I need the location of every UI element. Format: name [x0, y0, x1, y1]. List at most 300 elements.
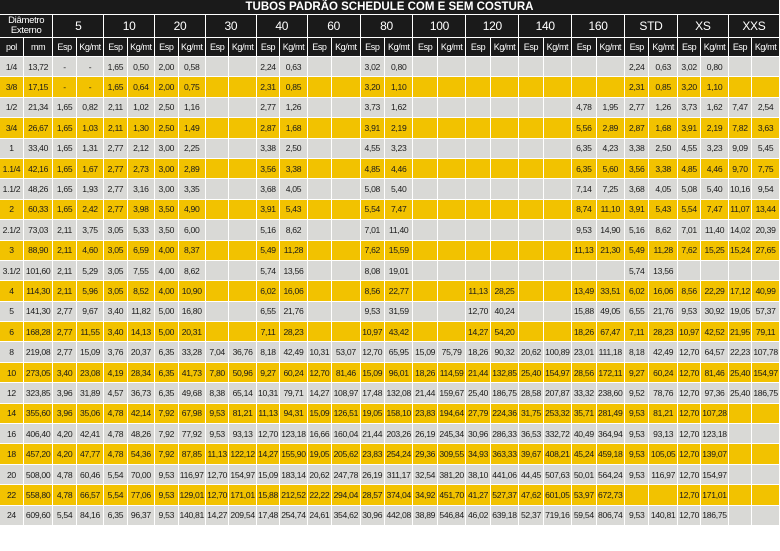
kg-cell: 42,49	[280, 342, 307, 362]
esp-cell: 7,92	[155, 403, 178, 423]
esp-cell: 9,53	[360, 301, 384, 321]
kg-cell: 11,40	[384, 220, 412, 240]
esp-cell: 22,22	[307, 485, 331, 505]
kg-cell: 238,60	[596, 383, 624, 403]
kg-cell: 111,18	[596, 342, 624, 362]
kg-cell: 36,76	[229, 342, 256, 362]
kg-cell: 16,06	[280, 281, 307, 301]
kg-cell	[596, 77, 624, 97]
kg-cell: 21,30	[596, 240, 624, 260]
esp-cell: 4,00	[155, 281, 178, 301]
esp-cell: 8,18	[256, 342, 279, 362]
kg-cell: 81,21	[229, 403, 256, 423]
kg-cell: 28,34	[127, 362, 154, 382]
kg-cell: 806,74	[596, 505, 624, 525]
kg-cell: 194,64	[437, 403, 465, 423]
kg-cell: 70,00	[127, 464, 154, 484]
esp-cell: 45,24	[572, 444, 596, 464]
kg-cell: 311,17	[384, 464, 412, 484]
kg-cell: 2,73	[127, 158, 154, 178]
kg-cell	[490, 240, 518, 260]
esp-cell: 2,77	[53, 322, 76, 342]
kg-cell: 4,46	[701, 158, 728, 178]
kg-cell	[332, 199, 360, 219]
esp-cell: 31,75	[519, 403, 543, 423]
kg-cell: 42,52	[701, 322, 728, 342]
kg-cell: 332,72	[543, 424, 571, 444]
esp-cell	[519, 301, 543, 321]
pol-cell: 1	[0, 138, 23, 158]
esp-cell	[413, 57, 437, 77]
pol-cell: 1/4	[0, 57, 23, 77]
table-row	[0, 362, 780, 382]
kg-cell: 31,89	[76, 383, 103, 403]
mm-cell: 273,05	[23, 362, 53, 382]
esp-cell: 3,96	[53, 403, 76, 423]
kg-cell: 1,95	[596, 97, 624, 117]
kg-cell	[229, 179, 256, 199]
esp-cell: 10,16	[728, 179, 751, 199]
esp-cell: 7,11	[256, 322, 279, 342]
esp-cell: 19,05	[307, 444, 331, 464]
esp-cell: 18,26	[466, 342, 490, 362]
kg-cell: 154,97	[752, 362, 780, 382]
kg-cell: 2,42	[76, 199, 103, 219]
esp-cell: 3,38	[256, 138, 279, 158]
esp-header: Esp	[53, 38, 76, 57]
kg-cell: 160,04	[332, 424, 360, 444]
kg-cell	[752, 403, 780, 423]
esp-cell: 6,35	[155, 383, 178, 403]
kg-cell: 7,25	[596, 179, 624, 199]
esp-cell: 12,70	[677, 444, 700, 464]
kg-cell	[543, 281, 571, 301]
esp-cell: 3,02	[360, 57, 384, 77]
kg-cell: 13,44	[752, 199, 780, 219]
kg-cell	[332, 138, 360, 158]
mm-cell: 323,85	[23, 383, 53, 403]
kg-cell	[229, 260, 256, 280]
kg-header: Kg/mt	[280, 38, 307, 57]
esp-cell: 18,26	[413, 362, 437, 382]
esp-cell: 5,49	[625, 240, 649, 260]
mm-cell: 355,60	[23, 403, 53, 423]
esp-cell: 3,56	[625, 158, 649, 178]
esp-cell: 6,02	[256, 281, 279, 301]
mm-cell: 508,00	[23, 464, 53, 484]
esp-cell: 3,00	[155, 138, 178, 158]
pol-cell: 3	[0, 240, 23, 260]
esp-cell: 2,11	[53, 281, 76, 301]
kg-cell: 171,01	[229, 485, 256, 505]
esp-cell	[519, 240, 543, 260]
esp-cell: 19,05	[728, 301, 751, 321]
kg-cell	[437, 57, 465, 77]
kg-cell: 77,06	[127, 485, 154, 505]
kg-header: Kg/mt	[229, 38, 256, 57]
kg-cell: 8,62	[280, 220, 307, 240]
esp-cell: 25,40	[519, 362, 543, 382]
kg-cell: 2,19	[701, 118, 728, 138]
esp-cell: 17,48	[360, 383, 384, 403]
esp-cell	[466, 240, 490, 260]
esp-cell: 32,54	[413, 464, 437, 484]
kg-cell: 81,21	[649, 403, 677, 423]
kg-cell: 28,23	[649, 322, 677, 342]
esp-cell: 5,49	[256, 240, 279, 260]
kg-cell	[543, 220, 571, 240]
kg-cell: 16,80	[178, 301, 205, 321]
table-row	[0, 485, 780, 505]
esp-cell: 3,96	[53, 383, 76, 403]
esp-cell: 2,31	[256, 77, 279, 97]
esp-cell: 34,93	[466, 444, 490, 464]
kg-cell: 28,25	[490, 281, 518, 301]
kg-cell: 42,41	[76, 424, 103, 444]
esp-cell	[519, 138, 543, 158]
kg-cell: 8,62	[649, 220, 677, 240]
esp-cell	[205, 179, 228, 199]
esp-cell: 22,23	[728, 342, 751, 362]
esp-cell: 3,50	[155, 199, 178, 219]
esp-cell: 10,97	[677, 322, 700, 342]
esp-cell: 30,96	[466, 424, 490, 444]
esp-cell: 20,62	[519, 342, 543, 362]
schedule-header: 160	[572, 15, 625, 38]
schedule-header: 80	[360, 15, 413, 38]
esp-cell: 14,27	[205, 505, 228, 525]
kg-cell: 2,12	[127, 138, 154, 158]
esp-cell: 7,04	[205, 342, 228, 362]
esp-cell: 2,11	[53, 220, 76, 240]
pol-cell: 22	[0, 485, 23, 505]
kg-cell: 1,49	[178, 118, 205, 138]
pol-cell: 16	[0, 424, 23, 444]
kg-cell	[543, 118, 571, 138]
kg-cell	[752, 260, 780, 280]
kg-cell: 719,16	[543, 505, 571, 525]
kg-cell: 159,67	[437, 383, 465, 403]
kg-cell: 3,38	[649, 158, 677, 178]
esp-cell	[307, 301, 331, 321]
esp-cell: 6,55	[256, 301, 279, 321]
kg-cell: 1,16	[178, 97, 205, 117]
esp-cell	[519, 179, 543, 199]
kg-cell: 11,28	[280, 240, 307, 260]
esp-cell	[519, 158, 543, 178]
kg-cell: 20,37	[127, 342, 154, 362]
esp-cell: 4,55	[677, 138, 700, 158]
esp-cell	[307, 118, 331, 138]
esp-cell: 10,31	[256, 383, 279, 403]
esp-header: Esp	[360, 38, 384, 57]
esp-cell: 11,13	[572, 240, 596, 260]
mm-cell: 21,34	[23, 97, 53, 117]
mm-cell: 609,60	[23, 505, 53, 525]
kg-header: Kg/mt	[596, 38, 624, 57]
esp-cell	[205, 240, 228, 260]
esp-cell: 4,85	[360, 158, 384, 178]
kg-cell: 60,46	[76, 464, 103, 484]
kg-cell: 16,06	[649, 281, 677, 301]
esp-cell: 52,37	[519, 505, 543, 525]
esp-cell	[728, 485, 751, 505]
esp-cell: 5,56	[572, 118, 596, 138]
esp-cell: 21,44	[413, 383, 437, 403]
kg-cell: 107,28	[701, 403, 728, 423]
schedule-header: 60	[307, 15, 360, 38]
esp-cell: 8,56	[360, 281, 384, 301]
esp-header: Esp	[625, 38, 649, 57]
kg-cell: 1,03	[76, 118, 103, 138]
kg-cell: 1,02	[127, 97, 154, 117]
schedule-header: 100	[413, 15, 466, 38]
kg-cell: 11,10	[596, 199, 624, 219]
esp-cell: 2,77	[53, 301, 76, 321]
esp-cell	[413, 179, 437, 199]
kg-cell: 1,31	[76, 138, 103, 158]
esp-cell: 3,05	[104, 220, 127, 240]
esp-cell: 7,01	[360, 220, 384, 240]
kg-cell: 5,96	[76, 281, 103, 301]
kg-cell: 154,97	[229, 464, 256, 484]
kg-cell: 27,65	[752, 240, 780, 260]
kg-cell: 205,62	[332, 444, 360, 464]
esp-cell: 4,78	[53, 485, 76, 505]
esp-cell: 7,62	[360, 240, 384, 260]
table-row	[0, 118, 780, 138]
esp-cell: 1,65	[53, 97, 76, 117]
esp-cell	[466, 138, 490, 158]
esp-cell: 9,53	[625, 424, 649, 444]
esp-cell: 9,53	[155, 485, 178, 505]
kg-cell	[332, 77, 360, 97]
esp-cell: 6,35	[155, 342, 178, 362]
table-row	[0, 464, 780, 484]
esp-cell: 2,50	[155, 118, 178, 138]
kg-cell: 11,55	[76, 322, 103, 342]
esp-cell: 3,68	[256, 179, 279, 199]
esp-cell: 25,40	[466, 383, 490, 403]
esp-cell: 7,92	[155, 424, 178, 444]
esp-cell: 28,58	[519, 383, 543, 403]
kg-cell: 254,24	[384, 444, 412, 464]
kg-cell: 0,82	[76, 97, 103, 117]
esp-cell: 6,35	[155, 362, 178, 382]
kg-cell	[490, 260, 518, 280]
kg-cell: 441,06	[490, 464, 518, 484]
mm-cell: 48,26	[23, 179, 53, 199]
esp-cell: 3,91	[360, 118, 384, 138]
esp-cell	[728, 260, 751, 280]
esp-cell	[307, 97, 331, 117]
esp-cell	[519, 118, 543, 138]
kg-cell: 507,63	[543, 464, 571, 484]
esp-cell: 9,53	[155, 505, 178, 525]
kg-cell: 546,84	[437, 505, 465, 525]
table-row	[0, 158, 780, 178]
kg-header: Kg/mt	[701, 38, 728, 57]
esp-cell: 2,24	[625, 57, 649, 77]
kg-cell: 3,75	[76, 220, 103, 240]
table-row	[0, 77, 780, 97]
kg-header: Kg/mt	[649, 38, 677, 57]
esp-cell	[413, 260, 437, 280]
kg-cell: 0,80	[384, 57, 412, 77]
esp-cell: 1,65	[104, 77, 127, 97]
mm-cell: 168,28	[23, 322, 53, 342]
pol-cell: 12	[0, 383, 23, 403]
esp-cell	[205, 260, 228, 280]
kg-cell	[437, 301, 465, 321]
esp-cell	[572, 260, 596, 280]
kg-cell: 116,97	[649, 464, 677, 484]
kg-cell: 4,60	[76, 240, 103, 260]
kg-header: Kg/mt	[543, 38, 571, 57]
esp-cell	[307, 57, 331, 77]
schedule-header: 20	[155, 15, 206, 38]
esp-cell	[205, 97, 228, 117]
esp-cell: 50,01	[572, 464, 596, 484]
esp-cell: 12,70	[677, 403, 700, 423]
esp-cell	[413, 138, 437, 158]
kg-header: Kg/mt	[752, 38, 780, 57]
kg-cell: 35,06	[76, 403, 103, 423]
esp-cell: 18,26	[572, 322, 596, 342]
kg-cell: 9,67	[76, 301, 103, 321]
kg-cell	[229, 158, 256, 178]
esp-cell	[205, 138, 228, 158]
kg-cell: 123,18	[701, 424, 728, 444]
kg-cell	[543, 77, 571, 97]
esp-cell: 28,56	[572, 362, 596, 382]
kg-cell	[490, 138, 518, 158]
kg-cell: 11,28	[649, 240, 677, 260]
esp-cell: 1,65	[104, 57, 127, 77]
esp-cell: 4,78	[572, 97, 596, 117]
kg-cell: 97,36	[701, 383, 728, 403]
kg-cell	[596, 260, 624, 280]
esp-cell: 5,74	[256, 260, 279, 280]
kg-cell: 54,36	[127, 444, 154, 464]
kg-cell: 5,43	[649, 199, 677, 219]
esp-cell: 14,27	[307, 383, 331, 403]
esp-cell: 27,79	[466, 403, 490, 423]
esp-header: Esp	[155, 38, 178, 57]
esp-cell: 9,70	[728, 158, 751, 178]
kg-cell: 122,12	[229, 444, 256, 464]
kg-cell: 30,92	[701, 301, 728, 321]
esp-cell: 39,67	[519, 444, 543, 464]
esp-cell: 9,53	[205, 403, 228, 423]
kg-cell: 60,24	[280, 362, 307, 382]
esp-cell: 12,70	[307, 362, 331, 382]
table-row	[0, 383, 780, 403]
kg-cell	[701, 260, 728, 280]
kg-cell: 64,57	[701, 342, 728, 362]
pol-cell: 2	[0, 199, 23, 219]
kg-cell: 116,97	[178, 464, 205, 484]
kg-cell: 14,90	[596, 220, 624, 240]
esp-cell: 4,78	[104, 403, 127, 423]
pol-cell: 8	[0, 342, 23, 362]
esp-cell: 7,82	[728, 118, 751, 138]
esp-cell: 4,55	[360, 138, 384, 158]
kg-cell: 9,54	[752, 179, 780, 199]
mm-cell: 42,16	[23, 158, 53, 178]
kg-cell: 186,75	[701, 505, 728, 525]
table-row	[0, 57, 780, 77]
kg-cell: 2,19	[384, 118, 412, 138]
kg-cell	[543, 158, 571, 178]
esp-cell: 8,38	[205, 383, 228, 403]
kg-cell: 3,38	[280, 158, 307, 178]
esp-cell: 12,70	[677, 485, 700, 505]
esp-cell	[205, 322, 228, 342]
esp-cell: 9,53	[625, 444, 649, 464]
esp-cell: 40,49	[572, 424, 596, 444]
esp-cell: 38,89	[413, 505, 437, 525]
kg-header: Kg/mt	[76, 38, 103, 57]
esp-cell: 12,70	[205, 464, 228, 484]
schedule-header: 5	[53, 15, 104, 38]
esp-cell: 35,71	[572, 403, 596, 423]
kg-cell: 224,36	[490, 403, 518, 423]
kg-cell: 139,07	[701, 444, 728, 464]
esp-header: Esp	[572, 38, 596, 57]
esp-cell	[728, 403, 751, 423]
kg-cell: 105,05	[649, 444, 677, 464]
kg-cell: 212,52	[280, 485, 307, 505]
kg-cell: 245,34	[437, 424, 465, 444]
kg-cell: 123,18	[280, 424, 307, 444]
kg-cell: 1,62	[701, 97, 728, 117]
kg-cell: 4,05	[280, 179, 307, 199]
kg-cell: 11,40	[701, 220, 728, 240]
esp-cell	[413, 199, 437, 219]
kg-cell: 7,75	[752, 158, 780, 178]
esp-cell: 3,91	[677, 118, 700, 138]
kg-cell	[437, 118, 465, 138]
kg-cell: 3,35	[178, 179, 205, 199]
table-row	[0, 505, 780, 525]
kg-cell: 49,05	[596, 301, 624, 321]
esp-header: Esp	[307, 38, 331, 57]
esp-cell: 4,57	[104, 383, 127, 403]
esp-cell: 6,55	[625, 301, 649, 321]
pol-header: pol	[0, 38, 23, 57]
kg-cell: 3,63	[752, 118, 780, 138]
esp-cell	[413, 322, 437, 342]
table-row	[0, 220, 780, 240]
esp-cell: 1,65	[53, 118, 76, 138]
esp-cell: 3,40	[53, 362, 76, 382]
esp-cell	[728, 57, 751, 77]
kg-cell: 1,68	[280, 118, 307, 138]
table-row	[0, 403, 780, 423]
kg-cell: 601,05	[543, 485, 571, 505]
mm-header: mm	[23, 38, 53, 57]
kg-cell	[229, 57, 256, 77]
kg-cell	[543, 240, 571, 260]
kg-header: Kg/mt	[490, 38, 518, 57]
table-row	[0, 179, 780, 199]
esp-cell: 47,62	[519, 485, 543, 505]
schedule-header: 10	[104, 15, 155, 38]
pol-cell: 3/4	[0, 118, 23, 138]
kg-cell	[543, 199, 571, 219]
kg-cell: 5,33	[127, 220, 154, 240]
